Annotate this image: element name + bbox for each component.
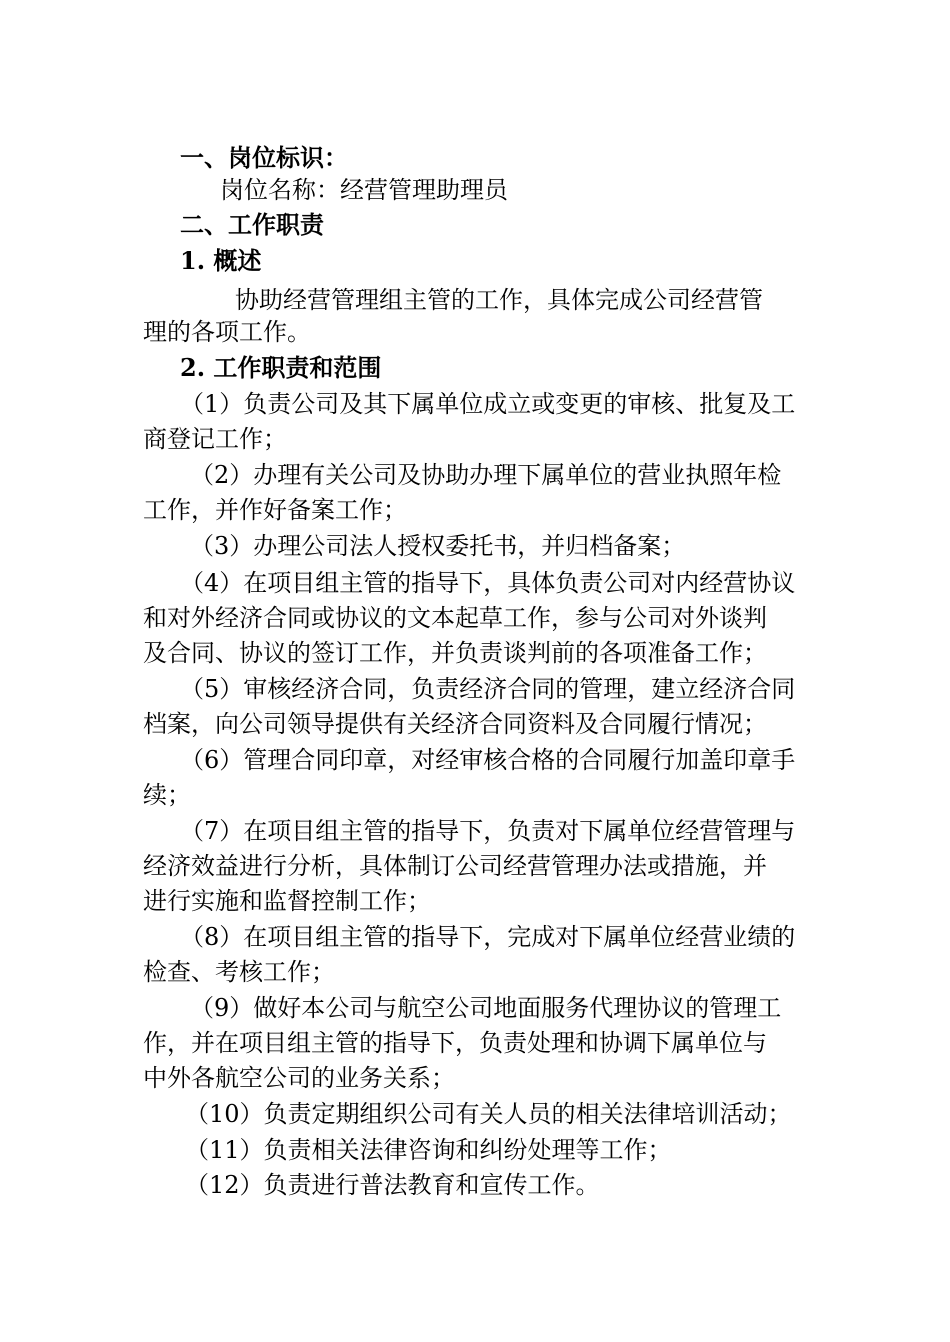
duty-8: （8）在项目组主管的指导下，完成对下属单位经营业绩的 [180, 923, 796, 951]
duties-heading: 2. 工作职责和范围 [180, 353, 382, 382]
overview-text: 协助经营管理组主管的工作，具体完成公司经营管 [235, 286, 763, 314]
duty-11: （11）负责相关法律咨询和纠纷处理等工作； [185, 1136, 672, 1164]
position-name: 岗位名称：经营管理助理员 [220, 176, 508, 204]
duty-9: （9）做好本公司与航空公司地面服务代理协议的管理工 [190, 994, 782, 1022]
duty-8: 检查、考核工作； [143, 958, 335, 986]
duty-7: 经济效益进行分析，具体制订公司经营管理办法或措施，并 [143, 852, 767, 880]
duty-7: （7）在项目组主管的指导下，负责对下属单位经营管理与 [180, 817, 796, 845]
section2-heading: 二、工作职责 [180, 210, 324, 239]
overview-heading: 1. 概述 [180, 246, 262, 275]
duty-4: （4）在项目组主管的指导下，具体负责公司对内经营协议 [180, 569, 796, 597]
duty-9: 中外各航空公司的业务关系； [143, 1064, 455, 1092]
duty-5: （5）审核经济合同，负责经济合同的管理，建立经济合同 [180, 675, 796, 703]
duty-10: （10）负责定期组织公司有关人员的相关法律培训活动； [185, 1100, 792, 1128]
duty-3: （3）办理公司法人授权委托书，并归档备案； [190, 532, 686, 560]
duty-2: 工作，并作好备案工作； [143, 496, 407, 524]
duty-1: 商登记工作； [143, 425, 287, 453]
duty-6: 续； [143, 781, 191, 809]
overview-text: 理的各项工作。 [143, 318, 311, 346]
duty-7: 进行实施和监督控制工作； [143, 887, 431, 915]
duty-2: （2）办理有关公司及协助办理下属单位的营业执照年检 [190, 461, 782, 489]
section1-heading: 一、岗位标识： [180, 143, 348, 172]
duty-1: （1）负责公司及其下属单位成立或变更的审核、批复及工 [180, 390, 796, 418]
duty-4: 和对外经济合同或协议的文本起草工作，参与公司对外谈判 [143, 604, 767, 632]
duty-12: （12）负责进行普法教育和宣传工作。 [185, 1171, 600, 1199]
duty-9: 作，并在项目组主管的指导下，负责处理和协调下属单位与 [143, 1029, 767, 1057]
duty-4: 及合同、协议的签订工作，并负责谈判前的各项准备工作； [143, 639, 767, 667]
duty-5: 档案，向公司领导提供有关经济合同资料及合同履行情况； [143, 710, 767, 738]
duty-6: （6）管理合同印章，对经审核合格的合同履行加盖印章手 [180, 746, 796, 774]
